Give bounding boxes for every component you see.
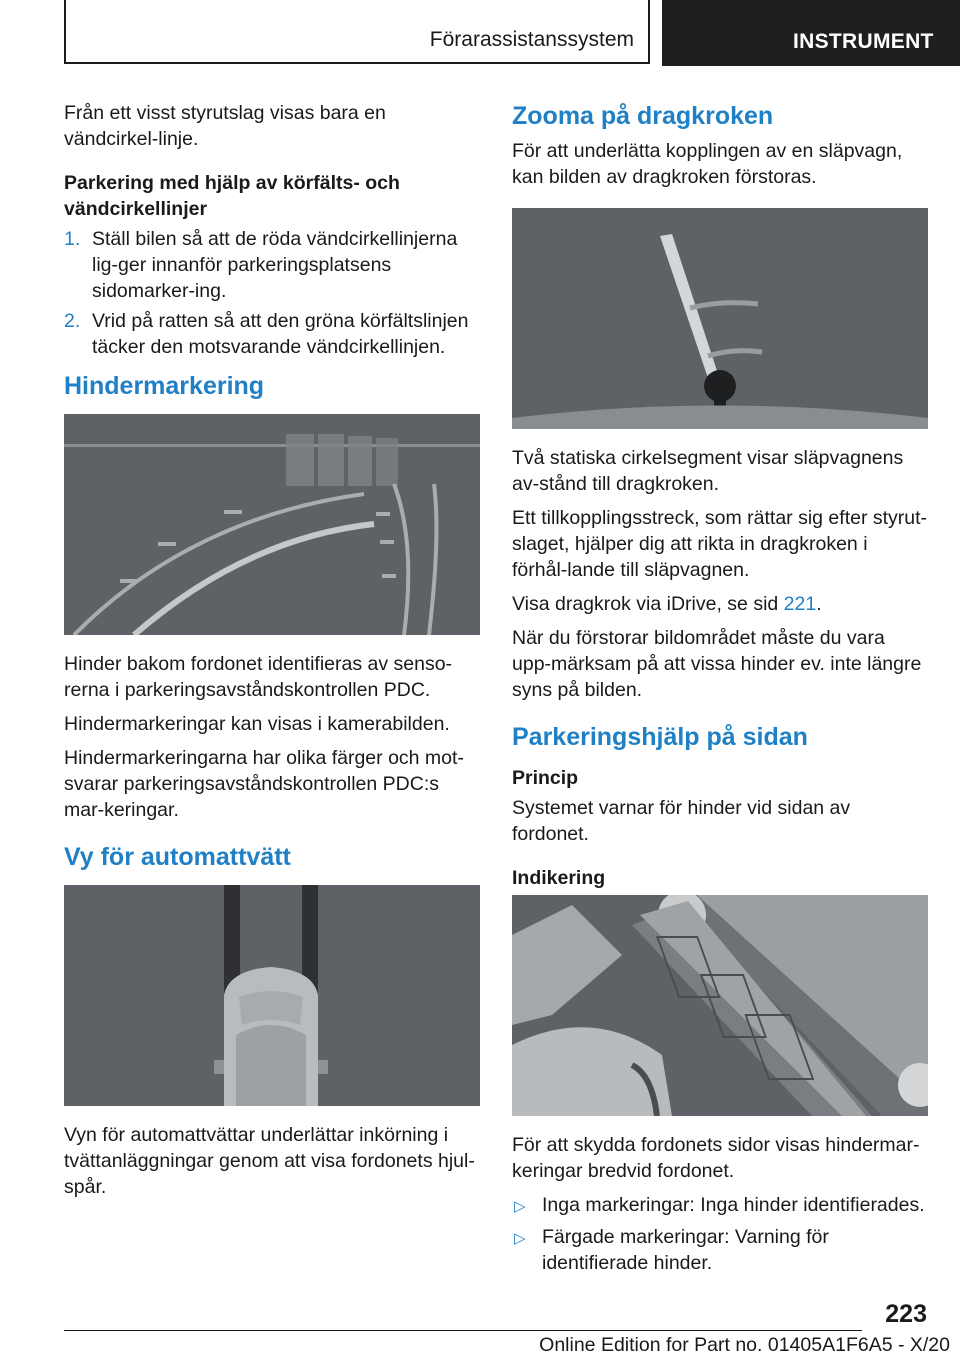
obstacle-marking-title: Hindermarkering — [64, 372, 265, 400]
trailer-hitch-figure — [512, 208, 928, 429]
obstacle-illustration — [64, 414, 480, 635]
triangle-bullet-icon: ▷ — [514, 1230, 526, 1247]
zoom-hitch-text-2: Två statiska cirkelsegment visar släpvagnens av-stånd till dragkroken. — [512, 447, 904, 495]
obstacle-text-3: Hindermarkeringarna har olika färger och mot-svarar parkeringsavståndskontrollen PDC:s mar-keringar. — [64, 747, 464, 821]
section-header-box — [64, 0, 650, 64]
parking-lines-heading: Parkering med hjälp av körfälts- och vändcirkellinjer — [64, 172, 400, 220]
parking-steps — [64, 226, 480, 360]
bullet-text: Inga markeringar: Inga hinder identifierades. — [542, 1194, 925, 1216]
bullet-text: Färgade markeringar: Varning för identifierade hinder. — [542, 1226, 829, 1274]
indication-bullets — [512, 1192, 928, 1276]
edition-footer: Online Edition for Part no. 01405A1F6A5 - X/20 — [539, 1334, 950, 1356]
right-column — [512, 100, 928, 1282]
car-wash-figure — [64, 885, 480, 1106]
step-text: Vrid på ratten så att den gröna körfältslinjen täcker den motsvarande vändcirkellinjen. — [92, 310, 469, 358]
section-title: Förarassistanssystem — [429, 28, 634, 51]
side-parking-illustration — [512, 895, 928, 1116]
step-number: 1. — [64, 228, 81, 250]
chapter-title: INSTRUMENT — [793, 30, 934, 53]
step-number: 2. — [64, 310, 81, 332]
zoom-hitch-text-1: För att underlätta kopplingen av en släpvagn, kan bilden av dragkroken förstoras. — [512, 140, 903, 188]
car-wash-illustration — [64, 885, 480, 1106]
zoom-hitch-text-4 — [512, 591, 928, 617]
list-item — [512, 1192, 928, 1218]
car-wash-view-title: Vy för automattvätt — [64, 843, 291, 871]
page-number: 223 — [885, 1300, 927, 1328]
car-wash-text: Vyn för automattvättar underlättar inkörning i tvättanläggningar genom att visa fordonets hjul-spår. — [64, 1124, 475, 1198]
step-text: Ställ bilen så att de röda vändcirkellinjerna lig-ger innanför parkeringsplatsens sidomarker-ing. — [92, 228, 458, 302]
indication-text: För att skydda fordonets sidor visas hindermar-keringar bredvid fordonet. — [512, 1134, 920, 1182]
zoom-hitch-text-3: Ett tillkopplingsstreck, som rättar sig efter styrut-slaget, hjälper dig att rikta in dragkroken i förhål-lande till släpvagnen. — [512, 507, 928, 581]
obstacle-marking-figure — [64, 414, 480, 635]
zoom-hitch-title: Zooma på dragkroken — [512, 102, 774, 130]
indication-heading: Indikering — [512, 867, 606, 889]
page-reference-link[interactable]: 221 — [783, 593, 817, 615]
obstacle-text-2: Hindermarkeringar kan visas i kamerabilden. — [64, 713, 450, 735]
list-item — [512, 1224, 928, 1276]
page-header — [0, 0, 960, 66]
step-item — [64, 308, 480, 360]
left-column — [64, 100, 480, 1208]
step-item — [64, 226, 480, 304]
principle-text: Systemet varnar för hinder vid sidan av fordonet. — [512, 797, 851, 845]
page-ref-prefix: Visa dragkrok via iDrive, se sid — [512, 593, 784, 615]
obstacle-text-1: Hinder bakom fordonet identifieras av senso-rerna i parkeringsavståndskontrollen PDC. — [64, 653, 453, 701]
principle-heading: Princip — [512, 767, 579, 789]
intro-text: Från ett visst styrutslag visas bara en vändcirkel-linje. — [64, 102, 386, 150]
zoom-hitch-text-5: När du förstorar bildområdet måste du vara upp-märksam på att vissa hinder ev. inte längre syns på bilden. — [512, 627, 922, 701]
footer-divider — [64, 1330, 862, 1331]
chapter-tab — [662, 0, 960, 66]
triangle-bullet-icon: ▷ — [514, 1198, 526, 1215]
side-parking-figure — [512, 895, 928, 1116]
side-parking-title: Parkeringshjälp på sidan — [512, 723, 808, 751]
page-ref-suffix: . — [816, 593, 822, 615]
trailer-hitch-illustration — [512, 208, 928, 429]
